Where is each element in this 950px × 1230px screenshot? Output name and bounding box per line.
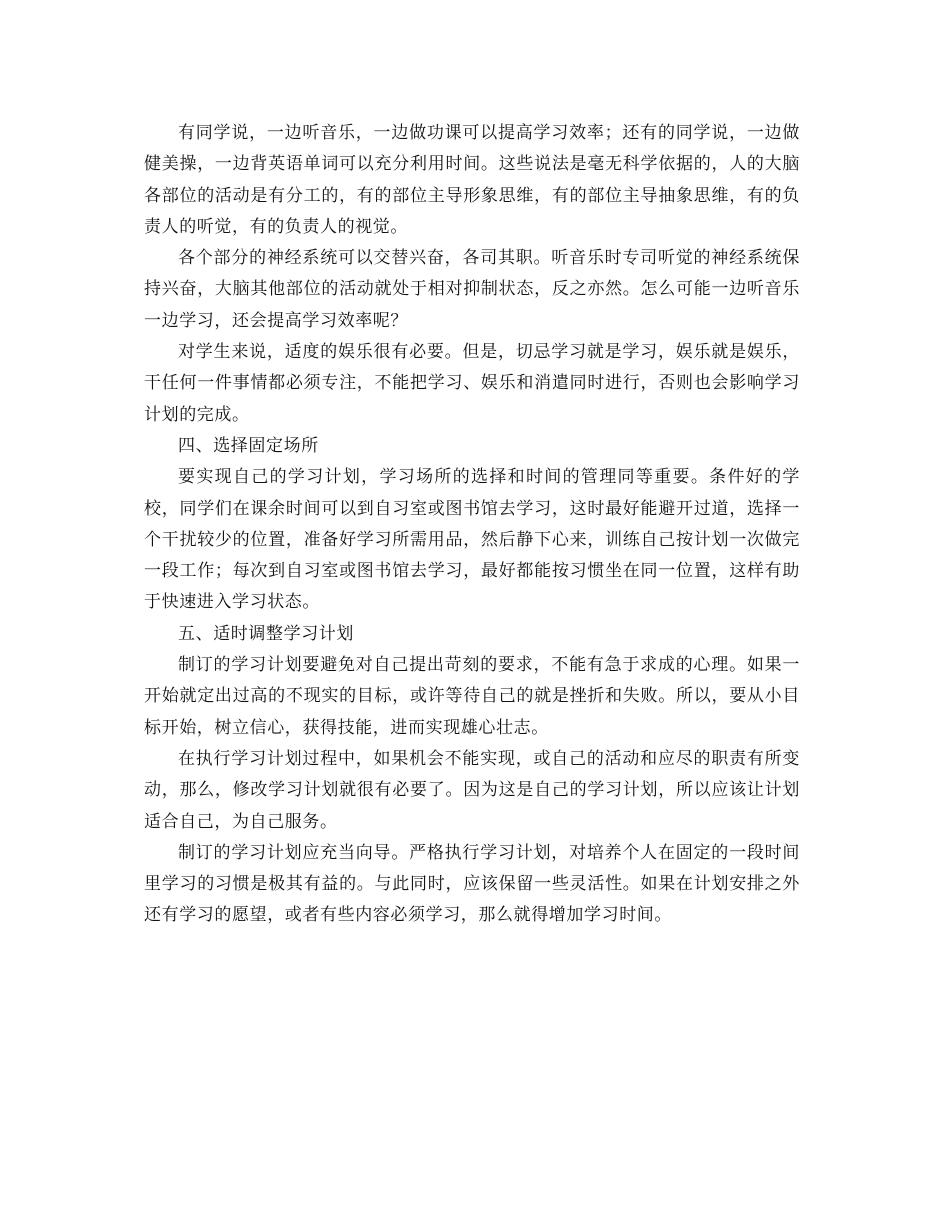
section-heading-adjust-plan: 五、适时调整学习计划 <box>178 623 354 644</box>
paragraph-multitasking-myth: 有同学说，一边听音乐，一边做功课可以提高学习效率；还有的同学说，一边做健美操，一边背英语单词可以充分利用时间。这些说法是毫无科学依据的，人的大脑各部位的活动是有分工的，有的部位主导形象思维，有的部位主导抽象思维，有的负责人的听觉，有的负责人的视觉。 <box>144 123 800 237</box>
paragraph-modify-plan: 在执行学习计划过程中，如果机会不能实现，或自己的活动和应尽的职责有所变动，那么，修改学习计划就很有必要了。因为这是自己的学习计划，所以应该让计划适合自己，为自己服务。 <box>144 748 800 832</box>
paragraph-plan-as-guide: 制订的学习计划应充当向导。严格执行学习计划，对培养个人在固定的一段时间里学习的习惯是极其有益的。与此同时，应该保留一些灵活性。如果在计划安排之外还有学习的愿望，或者有些内容必须学习，那么就得增加学习时间。 <box>144 842 800 926</box>
paragraph-nervous-system: 各个部分的神经系统可以交替兴奋，各司其职。听音乐时专司听觉的神经系统保持兴奋，大脑其他部位的活动就处于相对抑制状态，反之亦然。怎么可能一边听音乐一边学习，还会提高学习效率呢？ <box>144 248 800 331</box>
document-body <box>144 118 800 932</box>
paragraph-moderate-entertainment: 对学生来说，适度的娱乐很有必要。但是，切忌学习就是学习，娱乐就是娱乐，干任何一件事情都必须专注，不能把学习、娱乐和消遣同时进行，否则也会影响学习计划的完成。 <box>144 342 800 425</box>
paragraph-avoid-harsh-demands: 制订的学习计划要避免对自己提出苛刻的要求，不能有急于求成的心理。如果一开始就定出过高的不现实的目标，或许等待自己的就是挫折和失败。所以，要从小目标开始，树立信心，获得技能，进而实现雄心壮志。 <box>144 655 800 738</box>
section-heading-fixed-place: 四、选择固定场所 <box>178 435 319 456</box>
paragraph-study-location: 要实现自己的学习计划，学习场所的选择和时间的管理同等重要。条件好的学校，同学们在课余时间可以到自习室或图书馆去学习，这时最好能避开过道，选择一个干扰较少的位置，准备好学习所需用品，然后静下心来，训练自己按计划一次做完一段工作；每次到自习室或图书馆去学习，最好都能按习惯坐在同一位置，这样有助于快速进入学习状态。 <box>144 467 800 613</box>
